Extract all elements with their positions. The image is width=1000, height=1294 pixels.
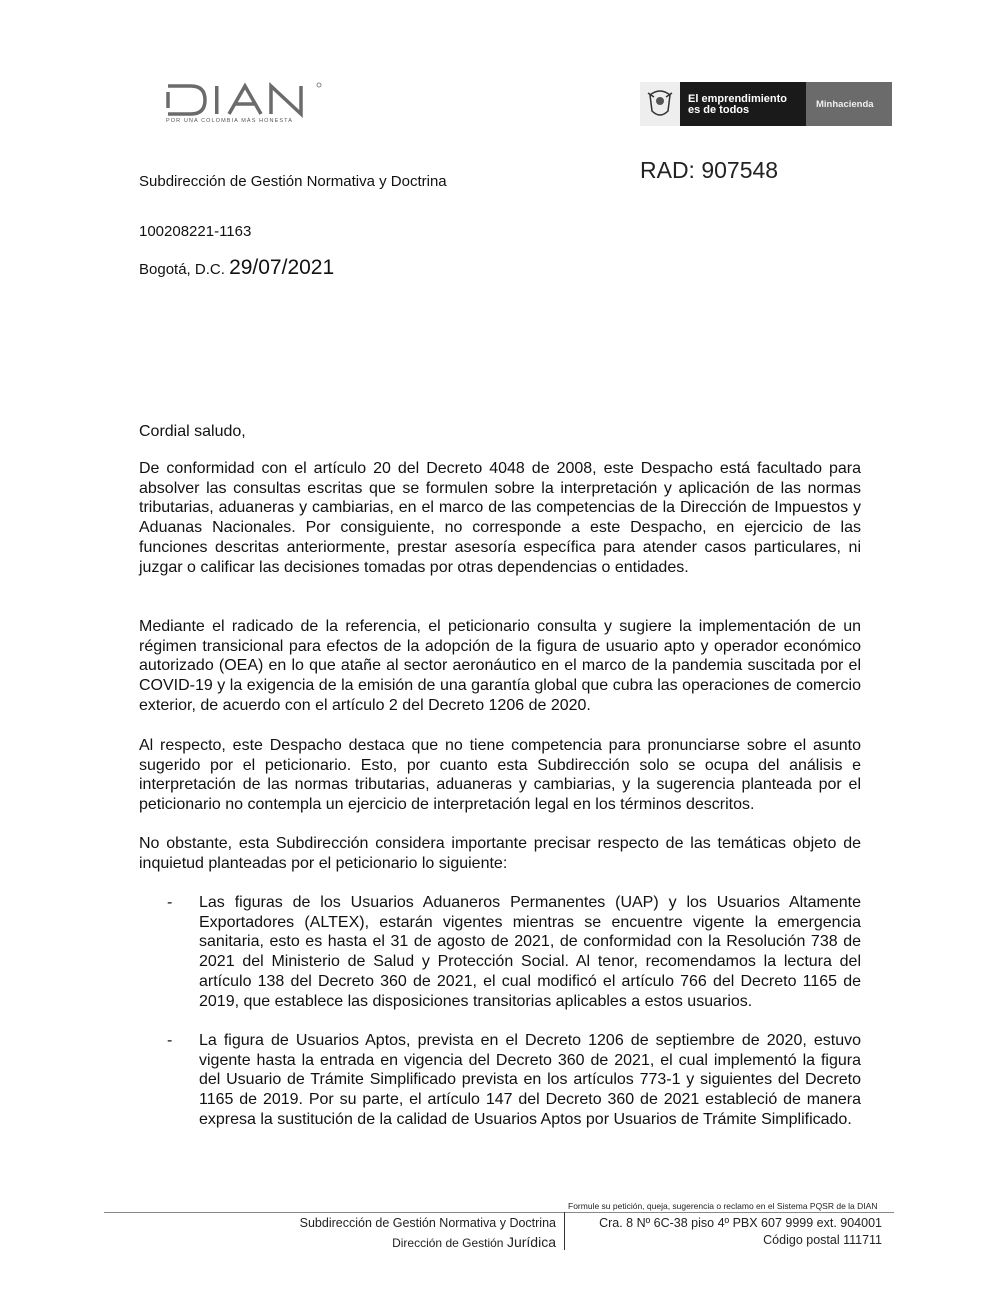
dian-tagline: POR UNA COLOMBIA MÁS HONESTA [166, 118, 293, 124]
bullet-marker: - [167, 894, 173, 911]
date: 29/07/2021 [229, 256, 335, 279]
gov-logo-ministry: Minhacienda [806, 82, 892, 126]
dian-logo-mark [165, 80, 325, 120]
list-item-text: La figura de Usuarios Aptos, prevista en el Decreto 1206 de septiembre de 2020, estuvo vigente hasta la entrada en vigencia del Decreto 360 de 2021, el cual implementó la figura del Usuario de Trámite Simplificado prevista en los artículos 773-1 y siguientes del Decreto 1165 de 2019. Por su parte, el artículo 147 del Decreto 360 de 2021 estableció de manera expresa la sustitución de la calidad de Usuarios Aptos por Usuarios de Trámite Simplificado. [199, 1032, 861, 1128]
footer-address: Cra. 8 Nº 6C-38 piso 4º PBX 607 9999 ext. 904001 [599, 1216, 882, 1230]
gov-logo-slogan [680, 82, 806, 126]
footer-postal-code: Código postal 111711 [763, 1233, 882, 1247]
footer-direction-area: Jurídica [506, 1234, 556, 1250]
bullet-marker: - [167, 1032, 173, 1049]
footer-direction [392, 1234, 556, 1250]
gov-logo [640, 82, 892, 126]
greeting: Cordial saludo, [139, 423, 246, 440]
place-and-date [139, 256, 334, 280]
gov-logo-line1: El emprendimiento [688, 93, 788, 105]
gov-logo-line2: es de todos [688, 104, 750, 116]
coat-of-arms-icon [640, 82, 680, 126]
footer-divider [104, 1212, 894, 1213]
rad-number: RAD: 907548 [640, 157, 779, 183]
footer-direction-label: Dirección de Gestión [392, 1236, 504, 1250]
paragraph-4: No obstante, esta Subdirección considera importante precisar respecto de las temáticas objeto de inquietud planteadas por el peticionario lo siguiente: [139, 835, 861, 872]
list-item-text: Las figuras de los Usuarios Aduaneros Permanentes (UAP) y los Usuarios Altamente Exportadores (ALTEX), estarán vigentes mientras se encuentre vigente la emergencia sanitaria, esto es hasta el 31 de agosto de 2021, de conformidad con la Resolución 738 de 2021 del Ministerio de Salud y Protección Social. Al tenor, recomendamos la lectura del artículo 138 del Decreto 360 de 2021, el cual modificó el artículo 766 del Decreto 1165 de 2019, que establece las disposiciones transitorias aplicables a estos usuarios. [199, 894, 861, 1010]
footer-office: Subdirección de Gestión Normativa y Doctrina [299, 1216, 556, 1230]
footer-note: Formule su petición, queja, sugerencia o reclamo en el Sistema PQSR de la DIAN [568, 1201, 878, 1211]
paragraph-2: Mediante el radicado de la referencia, el peticionario consulta y sugiere la implementación de un régimen transicional para efectos de la adopción de la figura de usuario apto y operador económico autorizado (OEA) en lo que atañe al sector aeronáutico en el marco de la pandemia suscitada por el COVID-19 y la exigencia de la emisión de una garantía global que cubra las operaciones de comercio exterior, de acuerdo con el artículo 2 del Decreto 1206 de 2020. [139, 618, 861, 714]
paragraph-1: De conformidad con el artículo 20 del Decreto 4048 de 2008, este Despacho está facultado para absolver las consultas escritas que se formulen sobre la interpretación y aplicación de las normas tributarias, aduaneras y cambiarias, en el marco de las competencias de la Dirección de Impuestos y Aduanas Nacionales. Por consiguiente, no corresponde a este Despacho, en ejercicio de las funciones descritas anteriormente, prestar asesoría específica para atender casos particulares, ni juzgar o calificar las decisiones tomadas por otras dependencias o entidades. [139, 460, 861, 576]
office-name: Subdirección de Gestión Normativa y Doctrina [139, 173, 447, 190]
list-item [167, 893, 861, 1011]
paragraph-3: Al respecto, este Despacho destaca que no tiene competencia para pronunciarse sobre el asunto sugerido por el peticionario. Esto, por cuanto esta Subdirección solo se ocupa del análisis e interpretación de las normas tributarias, aduaneras y cambiarias, y la sugerencia planteada por el peticionario no contempla un ejercicio de interpretación legal en los términos descritos. [139, 737, 861, 814]
list-item [167, 1031, 861, 1130]
footer-vertical-divider [564, 1212, 565, 1250]
city: Bogotá, D.C. [139, 261, 225, 278]
reference-number: 100208221-1163 [139, 223, 252, 240]
